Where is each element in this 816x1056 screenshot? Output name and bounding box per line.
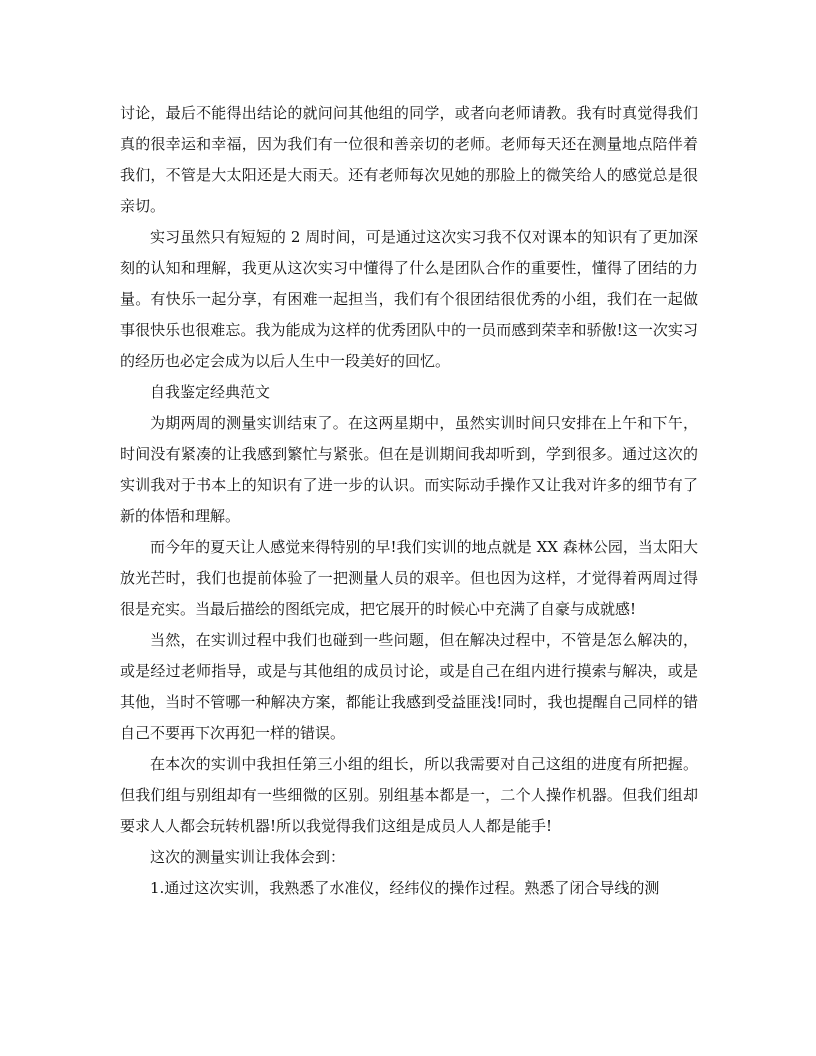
paragraph: 当然，在实训过程中我们也碰到一些问题，但在解决过程中，不管是怎么解决的，或是经过老师指导，或是与其他组的成员讨论，或是自己在组内进行摸索与解决，或是其他，当时不管哪一种解决方案，都能让我感到受益匪浅!同时，我也提醒自己同样的错自己不要再下次再犯一样的错误。 (120, 631, 698, 742)
paragraph: 实习虽然只有短短的 2 周时间，可是通过这次实习我不仅对课本的知识有了更加深刻的认知和理解，我更从这次实习中懂得了什么是团队合作的重要性，懂得了团结的力量。有快乐一起分享，有困难一起担当，我们有个很团结很优秀的小组，我们在一起做事很快乐也很难忘。我为能成为这样的优秀团队中的一员而感到荣幸和骄傲!这一次实习的经历也必定会成为以后人生中一段美好的回忆。 (120, 228, 698, 370)
document-body (120, 98, 698, 904)
section-heading: 自我鉴定经典范文 (150, 383, 271, 401)
paragraph: 这次的测量实训让我体会到： (150, 848, 346, 866)
paragraph: 讨论，最后不能得出结论的就问问其他组的同学，或者向老师请教。我有时真觉得我们真的很幸运和幸福，因为我们有一位很和善亲切的老师。老师每天还在测量地点陪伴着我们，不管是大太阳还是大雨天。还有老师每次见她的那脸上的微笑给人的感觉总是很亲切。 (120, 104, 698, 215)
paragraph: 在本次的实训中我担任第三小组的组长，所以我需要对自己这组的进度有所把握。但我们组与别组却有一些细微的区别。别组基本都是一，二个人操作机器。但我们组却要求人人都会玩转机器!所以我觉得我们这组是成员人人都是能手! (120, 755, 698, 835)
paragraph: 1.通过这次实训，我熟悉了水准仪，经纬仪的操作过程。熟悉了闭合导线的测 (150, 879, 660, 897)
paragraph: 为期两周的测量实训结束了。在这两星期中，虽然实训时间只安排在上午和下午，时间没有紧凑的让我感到繁忙与紧张。但在是训期间我却听到，学到很多。通过这次的实训我对于书本上的知识有了进一步的认识。而实际动手操作又让我对许多的细节有了新的体悟和理解。 (120, 414, 698, 525)
paragraph: 而今年的夏天让人感觉来得特别的早!我们实训的地点就是 XX 森林公园，当太阳大放光芒时，我们也提前体验了一把测量人员的艰辛。但也因为这样，才觉得着两周过得很是充实。当最后描绘的图纸完成，把它展开的时候心中充满了自豪与成就感! (120, 538, 698, 618)
